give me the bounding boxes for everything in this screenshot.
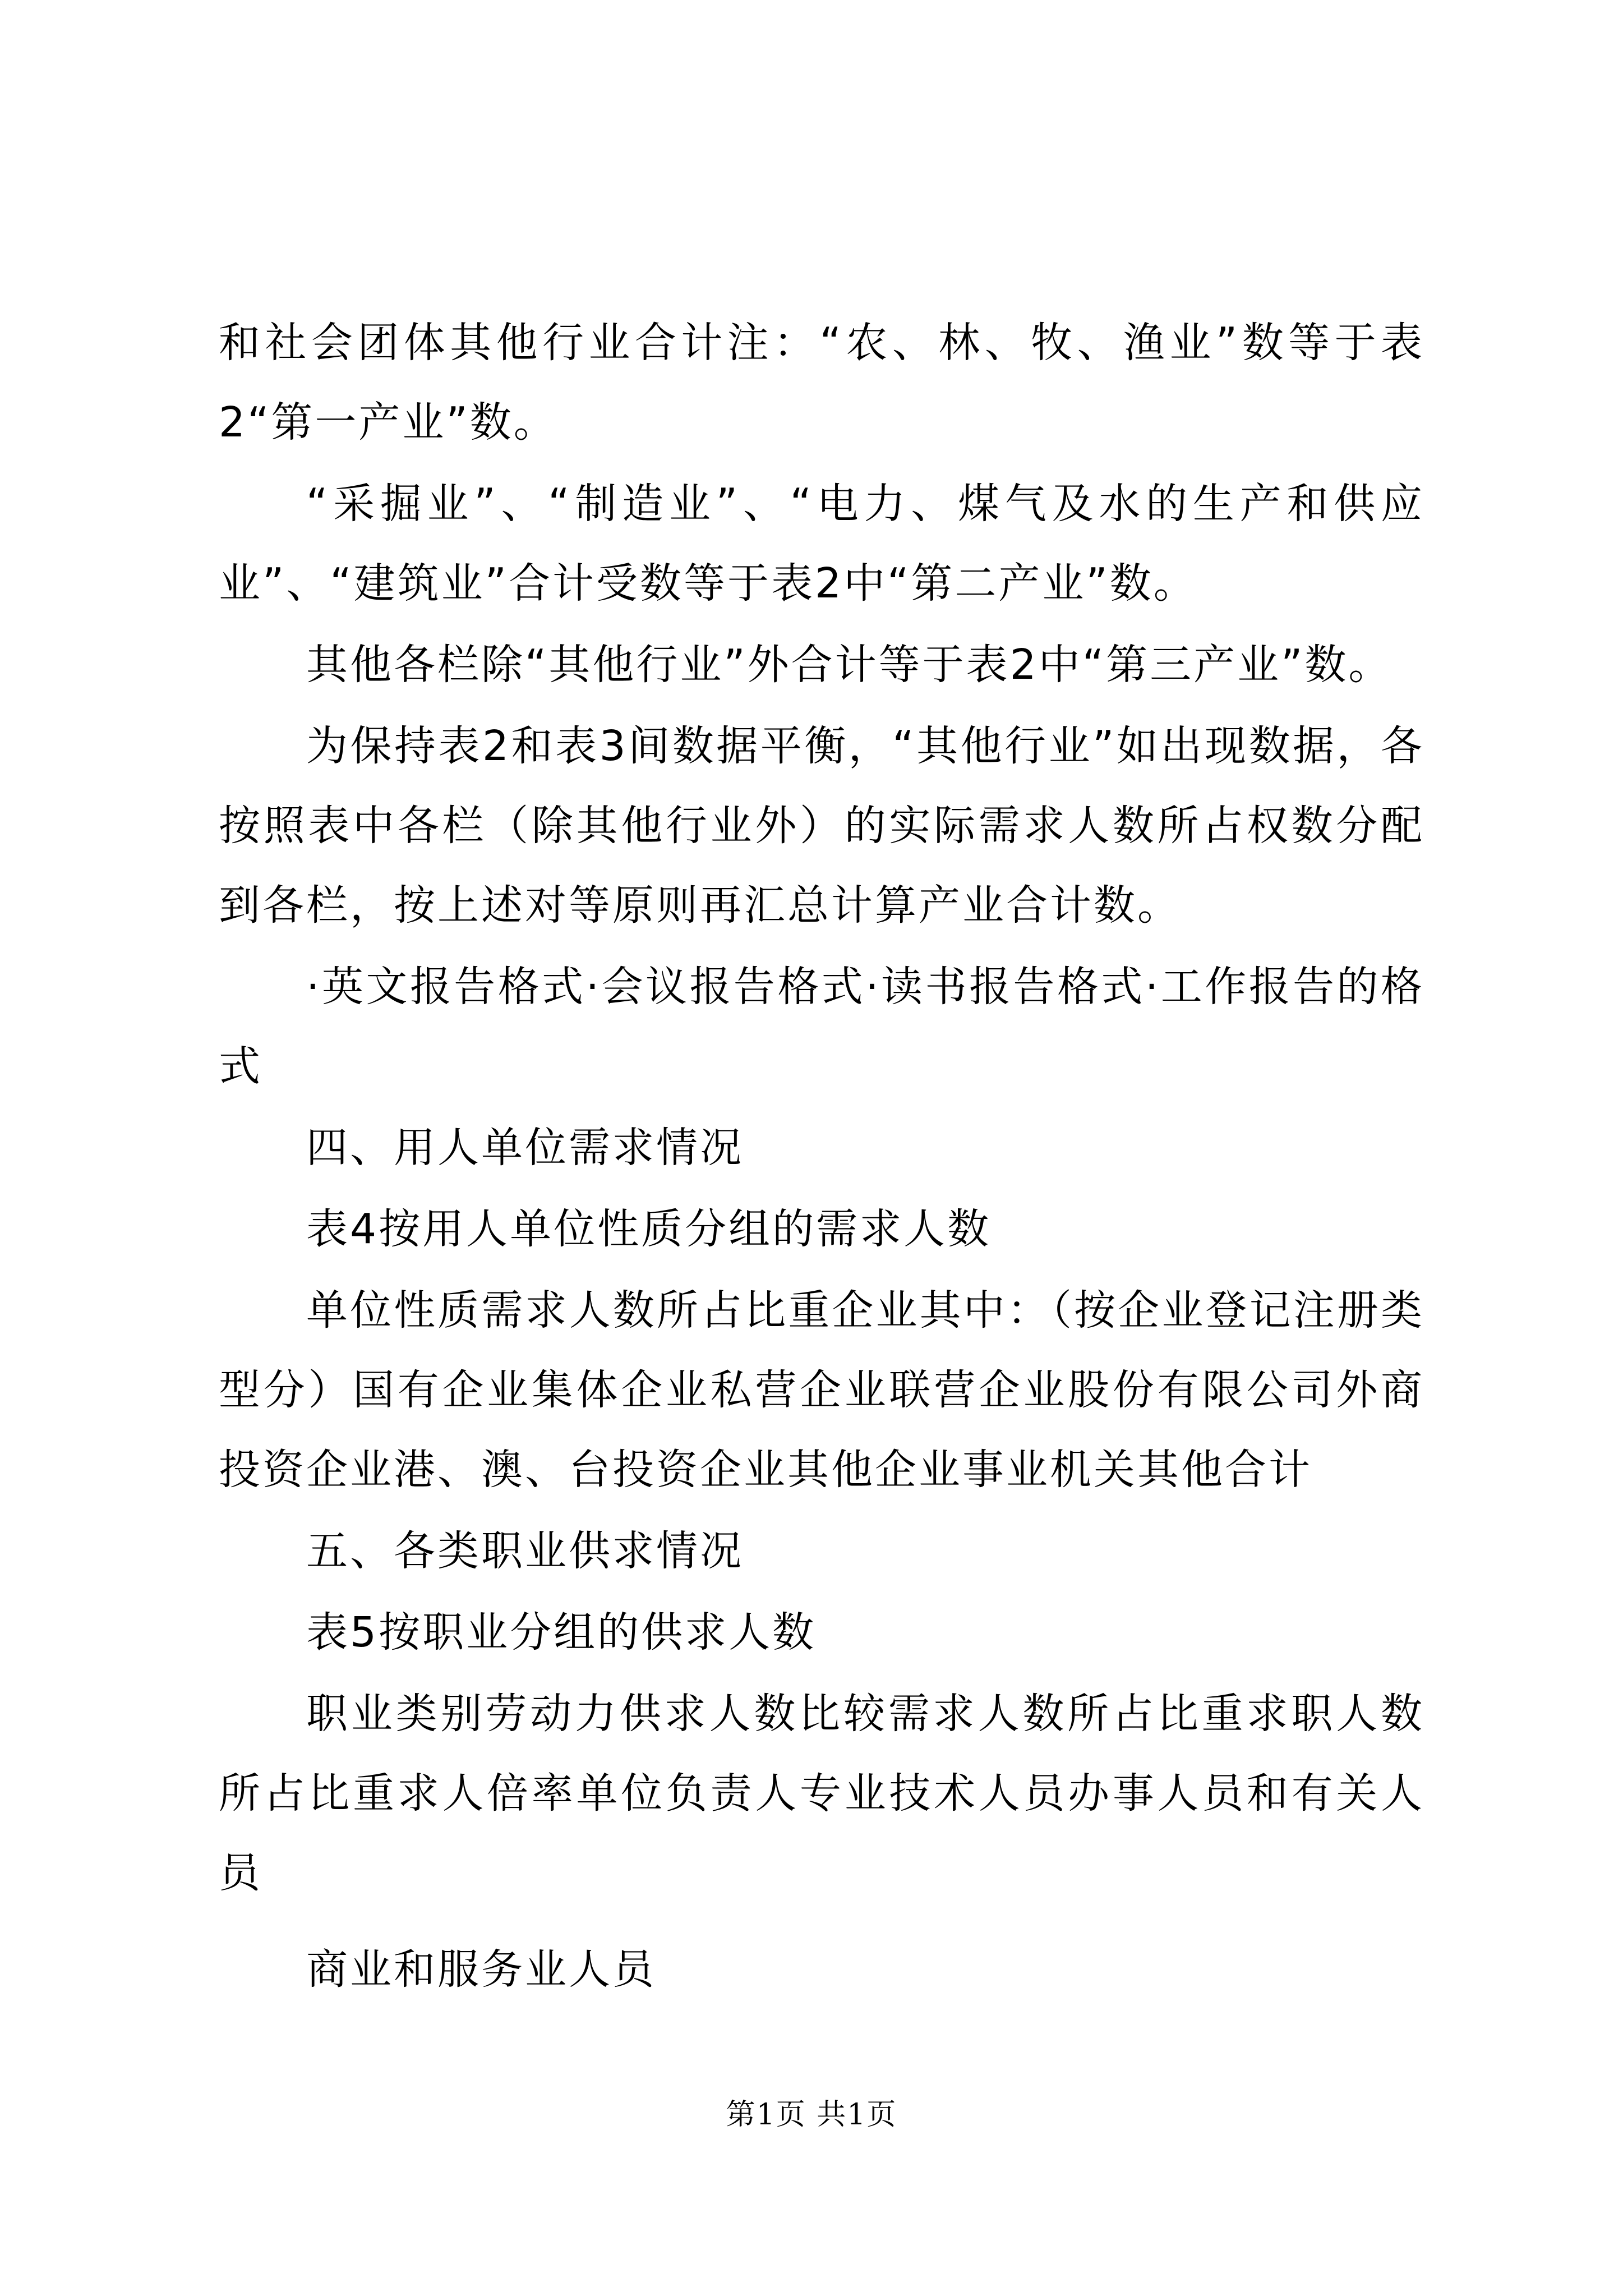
paragraph-report-formats: ·英文报告格式·会议报告格式·读书报告格式·工作报告的格式 [219,963,1424,1091]
paragraph-occupation-categories: 职业类别劳动力供求人数比较需求人数所占比重求职人数所占比重求人倍率单位负责人专业技术人员办事人员和有关人员 [219,1690,1424,1897]
paragraph-secondary-industry: “采掘业”、“制造业”、“电力、煤气及水的生产和供应业”、“建筑业”合计受数等于表2中“第二产业”数。 [219,480,1424,608]
paragraph-data-balance: 为保持表2和表3间数据平衡，“其他行业”如出现数据，各按照表中各栏（除其他行业外）的实际需求人数所占权数分配到各栏，按上述对等原则再汇总计算产业合计数。 [219,722,1424,930]
table-title-4: 表4按用人单位性质分组的需求人数 [306,1205,992,1253]
page-footer: 第1页 共1页 [726,2098,897,2132]
section-heading-occupation-supply-demand: 五、各类职业供求情况 [306,1527,744,1575]
paragraph-tertiary-industry: 其他各栏除“其他行业”外合计等于表2中“第三产业”数。 [306,641,1393,689]
document-body [219,303,1424,2011]
paragraph-unit-types: 单位性质需求人数所占比重企业其中：（按企业登记注册类型分）国有企业集体企业私营企业联营企业股份有限公司外商投资企业港、澳、台投资企业其他企业事业机关其他合计 [219,1286,1424,1494]
paragraph-commerce-service-staff: 商业和服务业人员 [306,1945,656,1994]
paragraph-industry-note: 和社会团体其他行业合计注：“农、林、牧、渔业”数等于表2“第一产业”数。 [219,319,1424,447]
table-title-5: 表5按职业分组的供求人数 [306,1608,817,1657]
section-heading-employer-demand: 四、用人单位需求情况 [306,1124,744,1172]
